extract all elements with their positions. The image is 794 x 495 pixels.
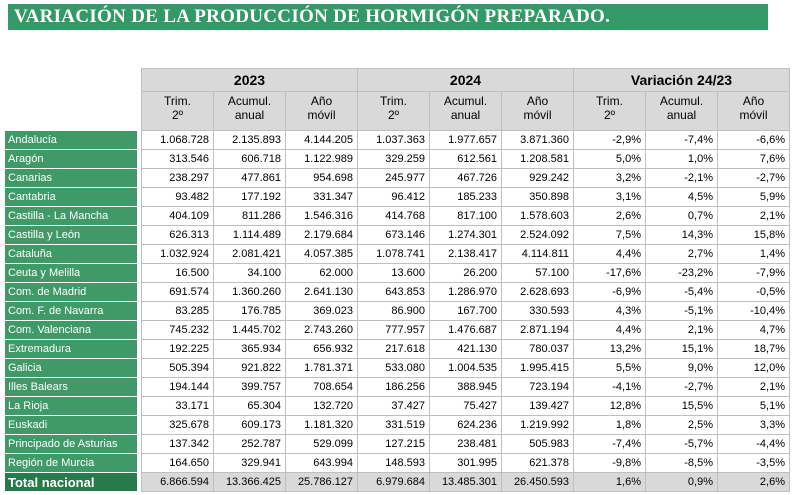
value-cell: 365.934 <box>214 340 286 359</box>
value-cell: 12,0% <box>718 359 790 378</box>
col-header: Año móvil <box>502 92 574 131</box>
table-row <box>5 340 790 359</box>
value-cell: 4.144.205 <box>286 131 358 150</box>
value-cell: 26.200 <box>430 264 502 283</box>
table-row <box>5 188 790 207</box>
value-cell: 621.378 <box>502 454 574 473</box>
value-cell: 1.078.741 <box>358 245 430 264</box>
col-header: Trim. 2º <box>142 92 214 131</box>
value-cell: 194.144 <box>142 378 214 397</box>
region-label: Ceuta y Melilla <box>5 264 137 283</box>
value-cell: -10,4% <box>718 302 790 321</box>
value-cell: 245.977 <box>358 169 430 188</box>
value-cell: 18,7% <box>718 340 790 359</box>
value-cell: 745.232 <box>142 321 214 340</box>
region-label: Castilla y León <box>5 226 137 245</box>
region-label: Cataluña <box>5 245 137 264</box>
value-cell: 5,9% <box>718 188 790 207</box>
value-cell: 137.342 <box>142 435 214 454</box>
value-cell: 1.122.989 <box>286 150 358 169</box>
value-cell: 15,8% <box>718 226 790 245</box>
value-cell: 0,9% <box>646 473 718 492</box>
value-cell: 15,1% <box>646 340 718 359</box>
region-label: Illes Balears <box>5 378 137 397</box>
value-cell: -2,1% <box>646 169 718 188</box>
region-label: Extremadura <box>5 340 137 359</box>
value-cell: 4,4% <box>574 321 646 340</box>
value-cell: 1.360.260 <box>214 283 286 302</box>
value-cell: 12,8% <box>574 397 646 416</box>
region-label: Euskadi <box>5 416 137 435</box>
production-table <box>5 68 790 492</box>
value-cell: 4.057.385 <box>286 245 358 264</box>
region-label: Castilla - La Mancha <box>5 207 137 226</box>
value-cell: 62.000 <box>286 264 358 283</box>
value-cell: 1.114.489 <box>214 226 286 245</box>
value-cell: -9,8% <box>574 454 646 473</box>
col-header: Trim. 2º <box>358 92 430 131</box>
value-cell: 369.023 <box>286 302 358 321</box>
value-cell: 7,6% <box>718 150 790 169</box>
value-cell: -5,7% <box>646 435 718 454</box>
value-cell: 3.871.360 <box>502 131 574 150</box>
col-header: Acumul. anual <box>430 92 502 131</box>
value-cell: 186.256 <box>358 378 430 397</box>
page-title: VARIACIÓN DE LA PRODUCCIÓN DE HORMIGÓN PREPARADO. <box>14 6 611 27</box>
value-cell: 414.768 <box>358 207 430 226</box>
value-cell: 167.700 <box>430 302 502 321</box>
region-label: Región de Murcia <box>5 454 137 473</box>
value-cell: 421.130 <box>430 340 502 359</box>
value-cell: 13,2% <box>574 340 646 359</box>
value-cell: 1.578.603 <box>502 207 574 226</box>
value-cell: 329.941 <box>214 454 286 473</box>
table-body <box>5 131 790 492</box>
value-cell: 777.957 <box>358 321 430 340</box>
value-cell: 2.179.684 <box>286 226 358 245</box>
table-row <box>5 435 790 454</box>
value-cell: 26.450.593 <box>502 473 574 492</box>
value-cell: 1.977.657 <box>430 131 502 150</box>
value-cell: 2.871.194 <box>502 321 574 340</box>
table-row <box>5 245 790 264</box>
value-cell: 2.135.893 <box>214 131 286 150</box>
value-cell: 192.225 <box>142 340 214 359</box>
region-label: Com. F. de Navarra <box>5 302 137 321</box>
value-cell: 609.173 <box>214 416 286 435</box>
value-cell: 1.781.371 <box>286 359 358 378</box>
table-row <box>5 131 790 150</box>
value-cell: 16.500 <box>142 264 214 283</box>
title-bar <box>8 4 768 30</box>
table-row <box>5 264 790 283</box>
value-cell: 2.524.092 <box>502 226 574 245</box>
value-cell: 817.100 <box>430 207 502 226</box>
group-2023-header: 2023 <box>142 69 358 92</box>
value-cell: 350.898 <box>502 188 574 207</box>
value-cell: 2,1% <box>646 321 718 340</box>
sub-header-row <box>5 92 790 131</box>
value-cell: 1,0% <box>646 150 718 169</box>
value-cell: 624.236 <box>430 416 502 435</box>
value-cell: 1.004.535 <box>430 359 502 378</box>
table-row <box>5 454 790 473</box>
value-cell: -5,1% <box>646 302 718 321</box>
value-cell: -5,4% <box>646 283 718 302</box>
value-cell: 4.114.811 <box>502 245 574 264</box>
value-cell: 96.412 <box>358 188 430 207</box>
value-cell: 929.242 <box>502 169 574 188</box>
value-cell: -7,9% <box>718 264 790 283</box>
value-cell: 75.427 <box>430 397 502 416</box>
value-cell: 1.181.320 <box>286 416 358 435</box>
value-cell: 2,6% <box>718 473 790 492</box>
value-cell: 331.347 <box>286 188 358 207</box>
value-cell: 83.285 <box>142 302 214 321</box>
value-cell: 954.698 <box>286 169 358 188</box>
value-cell: 1,6% <box>574 473 646 492</box>
col-header: Acumul. anual <box>646 92 718 131</box>
value-cell: -7,4% <box>646 131 718 150</box>
value-cell: 3,1% <box>574 188 646 207</box>
region-label: Aragón <box>5 150 137 169</box>
value-cell: 529.099 <box>286 435 358 454</box>
value-cell: 1.208.581 <box>502 150 574 169</box>
value-cell: 505.983 <box>502 435 574 454</box>
table-row <box>5 359 790 378</box>
value-cell: 2,7% <box>646 245 718 264</box>
table-row <box>5 283 790 302</box>
value-cell: 325.678 <box>142 416 214 435</box>
value-cell: 708.654 <box>286 378 358 397</box>
value-cell: 626.313 <box>142 226 214 245</box>
value-cell: 139.427 <box>502 397 574 416</box>
value-cell: 238.481 <box>430 435 502 454</box>
value-cell: -23,2% <box>646 264 718 283</box>
value-cell: 34.100 <box>214 264 286 283</box>
region-label: Com. Valenciana <box>5 321 137 340</box>
region-label: La Rioja <box>5 397 137 416</box>
value-cell: 6.866.594 <box>142 473 214 492</box>
value-cell: 1.445.702 <box>214 321 286 340</box>
value-cell: 13.366.425 <box>214 473 286 492</box>
value-cell: 1.219.992 <box>502 416 574 435</box>
value-cell: 2.081.421 <box>214 245 286 264</box>
region-label: Andalucía <box>5 131 137 150</box>
table-row <box>5 378 790 397</box>
region-label: Com. de Madrid <box>5 283 137 302</box>
value-cell: 612.561 <box>430 150 502 169</box>
col-header: Año móvil <box>718 92 790 131</box>
value-cell: -6,9% <box>574 283 646 302</box>
value-cell: 127.215 <box>358 435 430 454</box>
value-cell: 656.932 <box>286 340 358 359</box>
value-cell: 252.787 <box>214 435 286 454</box>
group-variation-header: Variación 24/23 <box>574 69 790 92</box>
table-row <box>5 169 790 188</box>
value-cell: 37.427 <box>358 397 430 416</box>
table-row <box>5 416 790 435</box>
value-cell: 6.979.684 <box>358 473 430 492</box>
value-cell: 238.297 <box>142 169 214 188</box>
value-cell: 9,0% <box>646 359 718 378</box>
value-cell: 185.233 <box>430 188 502 207</box>
value-cell: 811.286 <box>214 207 286 226</box>
value-cell: -7,4% <box>574 435 646 454</box>
value-cell: 2.743.260 <box>286 321 358 340</box>
table-row <box>5 226 790 245</box>
value-cell: 331.519 <box>358 416 430 435</box>
value-cell: 1.546.316 <box>286 207 358 226</box>
value-cell: 2.641.130 <box>286 283 358 302</box>
value-cell: 25.786.127 <box>286 473 358 492</box>
value-cell: 217.618 <box>358 340 430 359</box>
value-cell: -2,7% <box>718 169 790 188</box>
value-cell: 0,7% <box>646 207 718 226</box>
value-cell: 1.274.301 <box>430 226 502 245</box>
value-cell: 1,8% <box>574 416 646 435</box>
value-cell: 2,6% <box>574 207 646 226</box>
table-row <box>5 150 790 169</box>
region-label: Canarias <box>5 169 137 188</box>
value-cell: -4,1% <box>574 378 646 397</box>
value-cell: 313.546 <box>142 150 214 169</box>
value-cell: 3,2% <box>574 169 646 188</box>
col-header: Trim. 2º <box>574 92 646 131</box>
group-header-row <box>5 69 790 92</box>
value-cell: 65.304 <box>214 397 286 416</box>
value-cell: -2,9% <box>574 131 646 150</box>
value-cell: 921.822 <box>214 359 286 378</box>
value-cell: 1.068.728 <box>142 131 214 150</box>
value-cell: 467.726 <box>430 169 502 188</box>
value-cell: 164.650 <box>142 454 214 473</box>
value-cell: 93.482 <box>142 188 214 207</box>
value-cell: 177.192 <box>214 188 286 207</box>
col-header: Año móvil <box>286 92 358 131</box>
value-cell: -8,5% <box>646 454 718 473</box>
value-cell: 4,5% <box>646 188 718 207</box>
value-cell: 4,7% <box>718 321 790 340</box>
region-label: Cantabria <box>5 188 137 207</box>
value-cell: 2,1% <box>718 378 790 397</box>
value-cell: 5,0% <box>574 150 646 169</box>
value-cell: 1.476.687 <box>430 321 502 340</box>
value-cell: 301.995 <box>430 454 502 473</box>
value-cell: 4,4% <box>574 245 646 264</box>
value-cell: 132.720 <box>286 397 358 416</box>
group-2024-header: 2024 <box>358 69 574 92</box>
value-cell: -6,6% <box>718 131 790 150</box>
value-cell: 404.109 <box>142 207 214 226</box>
value-cell: 2.628.693 <box>502 283 574 302</box>
value-cell: 1,4% <box>718 245 790 264</box>
value-cell: 505.394 <box>142 359 214 378</box>
value-cell: 86.900 <box>358 302 430 321</box>
value-cell: 2,5% <box>646 416 718 435</box>
value-cell: 691.574 <box>142 283 214 302</box>
col-header: Acumul. anual <box>214 92 286 131</box>
value-cell: 33.171 <box>142 397 214 416</box>
value-cell: 399.757 <box>214 378 286 397</box>
value-cell: 1.286.970 <box>430 283 502 302</box>
table-row <box>5 207 790 226</box>
value-cell: 5,5% <box>574 359 646 378</box>
value-cell: 57.100 <box>502 264 574 283</box>
value-cell: 1.037.363 <box>358 131 430 150</box>
value-cell: 1.995.415 <box>502 359 574 378</box>
value-cell: -3,5% <box>718 454 790 473</box>
value-cell: -2,7% <box>646 378 718 397</box>
region-label: Total nacional <box>5 473 137 492</box>
value-cell: 533.080 <box>358 359 430 378</box>
table-row <box>5 302 790 321</box>
value-cell: 388.945 <box>430 378 502 397</box>
value-cell: 723.194 <box>502 378 574 397</box>
region-label: Galicia <box>5 359 137 378</box>
value-cell: 780.037 <box>502 340 574 359</box>
value-cell: 1.032.924 <box>142 245 214 264</box>
value-cell: 7,5% <box>574 226 646 245</box>
value-cell: 14,3% <box>646 226 718 245</box>
value-cell: 329.259 <box>358 150 430 169</box>
value-cell: 643.994 <box>286 454 358 473</box>
value-cell: 13.600 <box>358 264 430 283</box>
value-cell: 606.718 <box>214 150 286 169</box>
value-cell: 477.861 <box>214 169 286 188</box>
value-cell: 5,1% <box>718 397 790 416</box>
table-row <box>5 321 790 340</box>
value-cell: 3,3% <box>718 416 790 435</box>
value-cell: 176.785 <box>214 302 286 321</box>
value-cell: -4,4% <box>718 435 790 454</box>
region-label: Principado de Asturias <box>5 435 137 454</box>
value-cell: 148.593 <box>358 454 430 473</box>
value-cell: -0,5% <box>718 283 790 302</box>
value-cell: 13.485.301 <box>430 473 502 492</box>
value-cell: 15,5% <box>646 397 718 416</box>
total-row <box>5 473 790 492</box>
value-cell: 2.138.417 <box>430 245 502 264</box>
table-row <box>5 397 790 416</box>
value-cell: 330.593 <box>502 302 574 321</box>
value-cell: 2,1% <box>718 207 790 226</box>
value-cell: 673.146 <box>358 226 430 245</box>
value-cell: -17,6% <box>574 264 646 283</box>
value-cell: 4,3% <box>574 302 646 321</box>
value-cell: 643.853 <box>358 283 430 302</box>
